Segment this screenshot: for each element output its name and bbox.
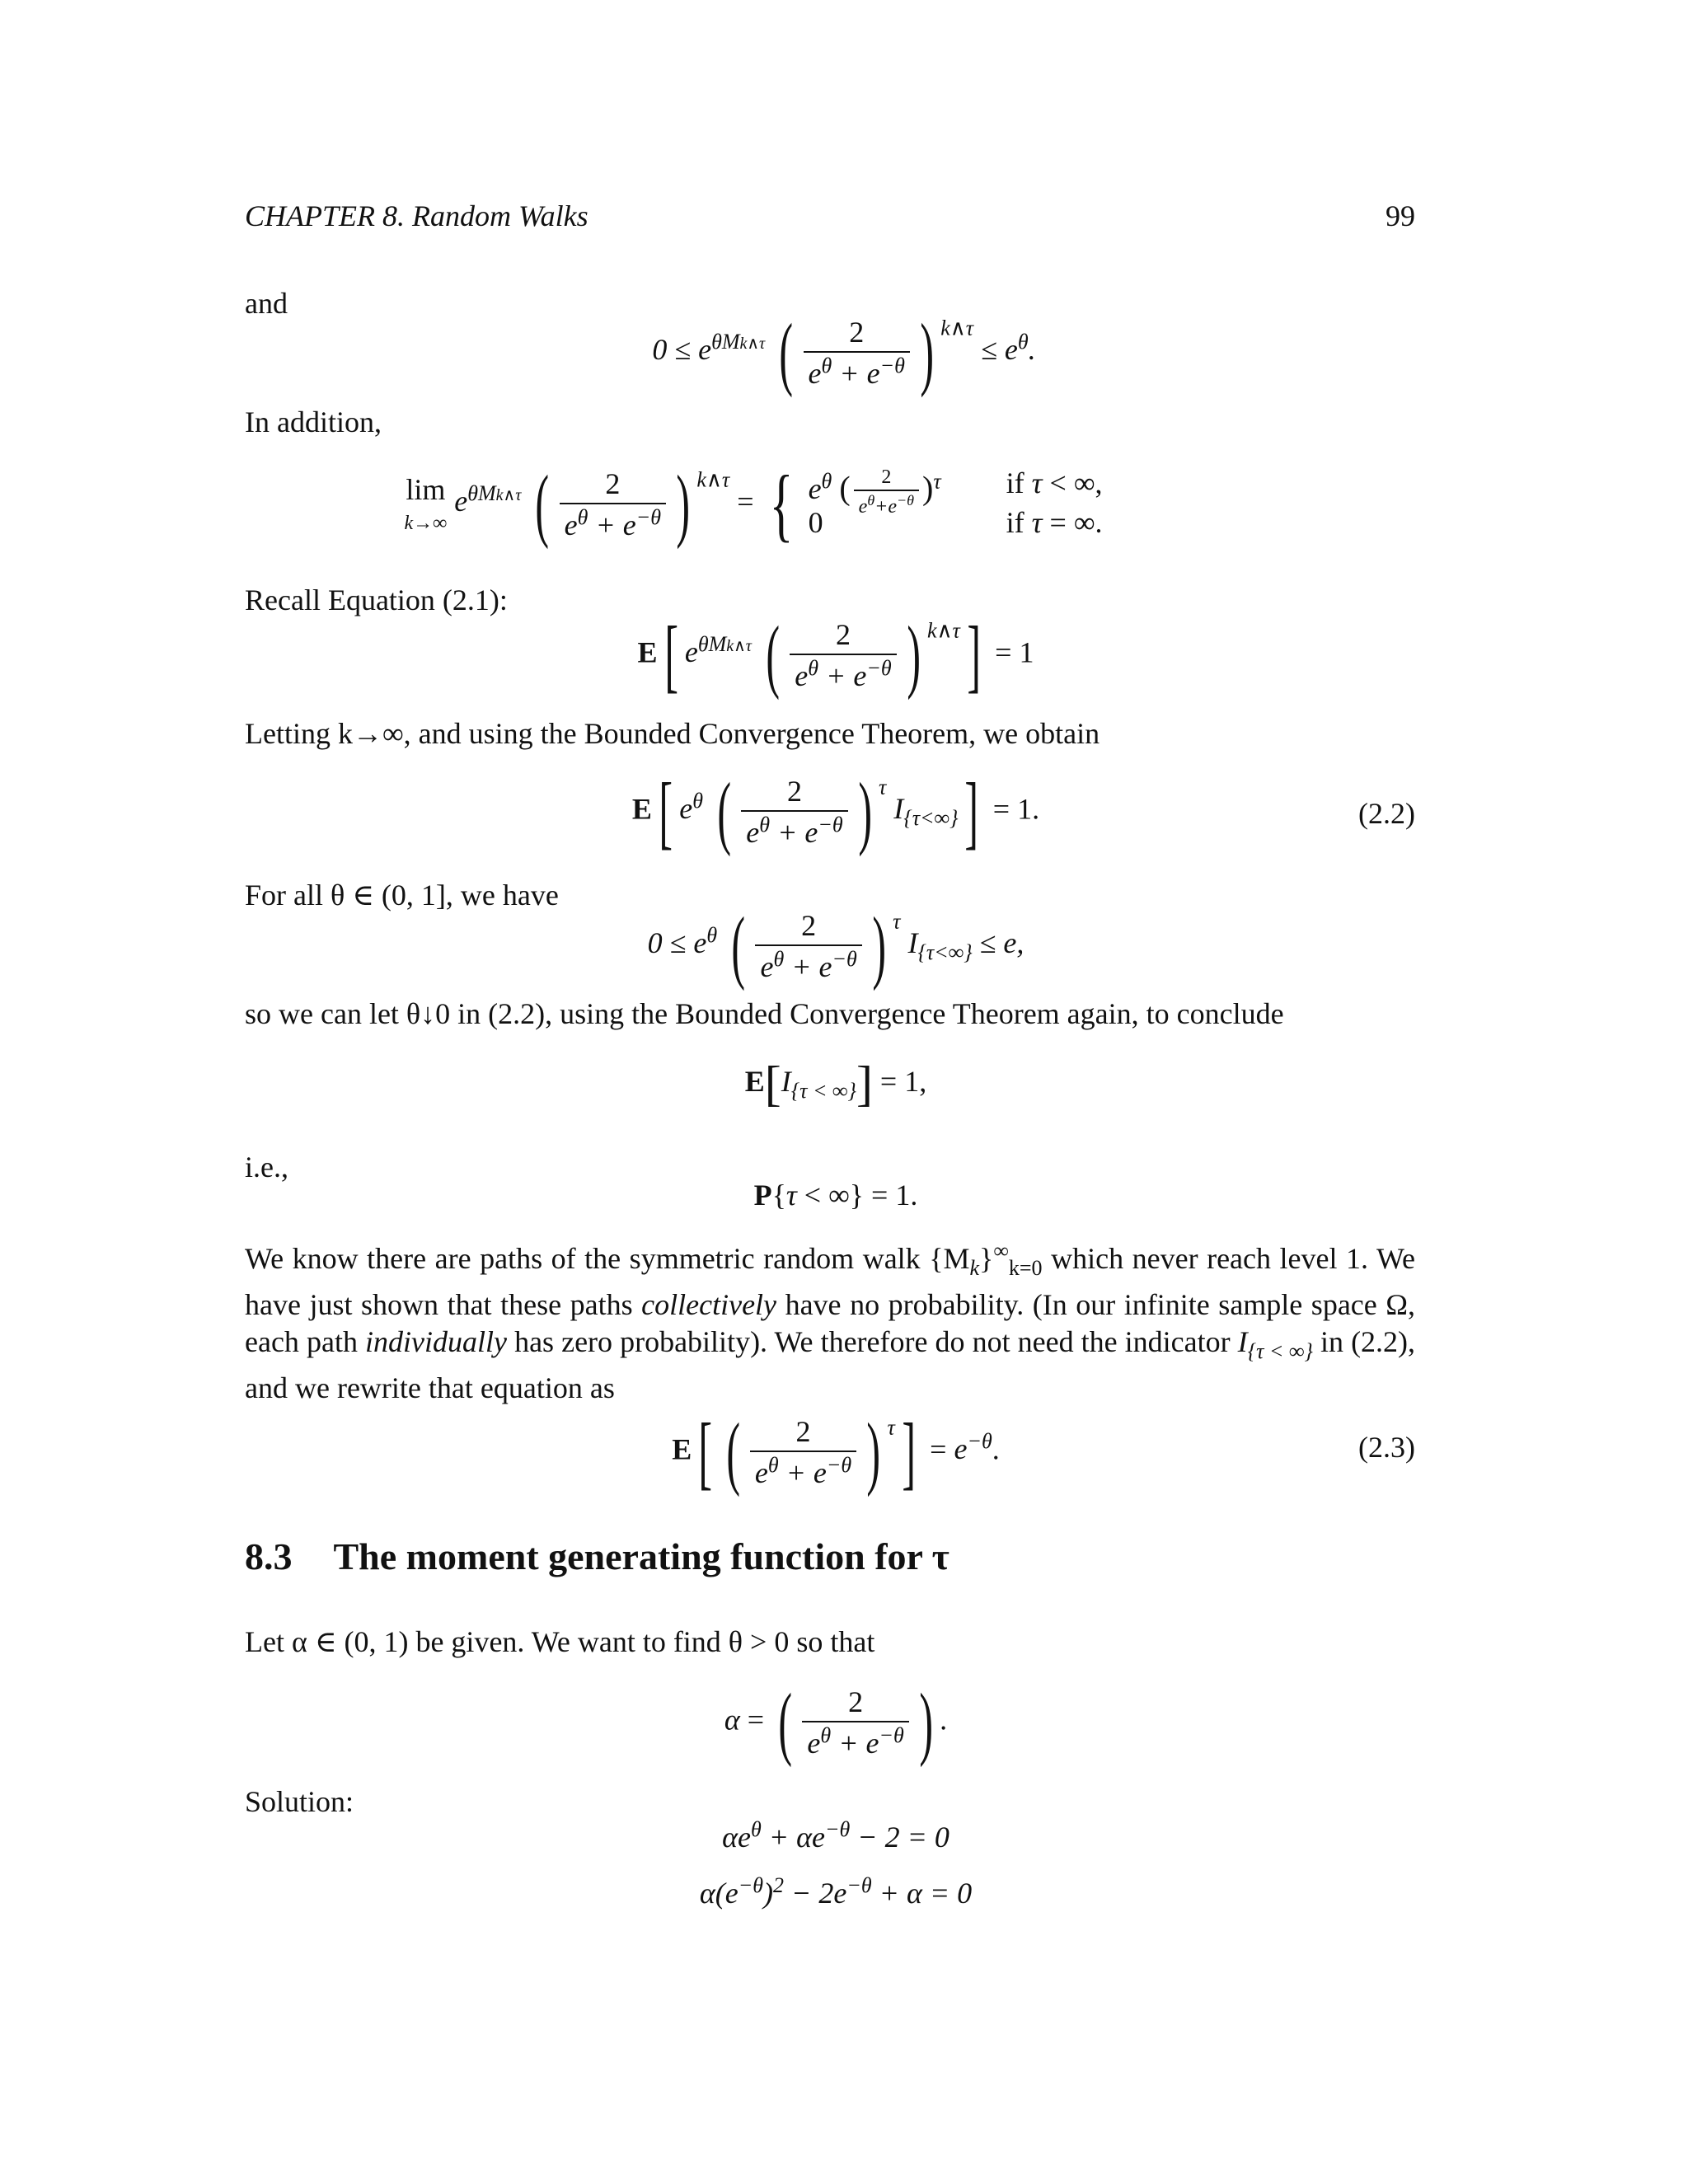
text-ie: i.e., — [245, 1151, 288, 1183]
equation-alpha: α = ( $\frac{2}{e^\theta + e^{-\theta}}$ ) . — [724, 1676, 948, 1768]
paragraph-paths: We know there are paths of the symmetric random walk $\{M_k\}^\infty_{k=0}$ which never reach level 1. We have just shown that these paths collectively have no probability. (In our infinite sample space Ω, each path individually has zero probability). We therefore do not need the indicator $I_{\{\tau < \infty\}}$ in (2.2), and we rewrite that equation as — [245, 1239, 1416, 1405]
equation-21: E[ $e^{\theta Mk\wedge\tau}$ ( $\frac{2}{e^\theta + e^{-\theta}}$ ) $^{k\wedge\tau}$] = 1 — [637, 609, 1034, 701]
equation-label-22: (2.2) — [1358, 797, 1415, 830]
chapter-title: CHAPTER 8. Random Walks — [245, 199, 588, 232]
section-heading: 8.3 The moment generating function for τ — [245, 1535, 950, 1577]
text-and: and — [245, 287, 288, 320]
equation-label-23: (2.3) — [1358, 1431, 1415, 1464]
equation-solution-1: $\alpha e^\theta + \alpha e^{-\theta} - 2 = 0$ — [722, 1817, 950, 1854]
text-for-all: For all θ ∈ (0, 1], we have — [245, 879, 559, 912]
text-in-addition: In addition, — [245, 405, 382, 438]
text-let-alpha: Let α ∈ (0, 1) be given. We want to find θ > 0 so that — [245, 1625, 875, 1658]
text-recall: Recall Equation (2.1): — [245, 583, 508, 616]
equation-expect-indicator: $E[I_{\{\tau < \infty\}}] = 1$, — [744, 1057, 927, 1111]
text-so-we: so we can let θ↓0 in (2.2), using the Bounded Convergence Theorem again, to conclude — [245, 997, 1284, 1030]
running-header — [245, 198, 1415, 235]
text-letting: Letting k→∞, and using the Bounded Convergence Theorem, we obtain — [245, 717, 1100, 750]
equation-solution-2: $\alpha(e^{-\theta})^2 - 2e^{-\theta} + \alpha = 0$ — [699, 1873, 973, 1910]
text-solution: Solution: — [245, 1785, 354, 1818]
equation-bound-e: $0 \le e^\theta$ ( $\frac{2}{e^\theta + e^{-\theta}}$ ) $^\tau$ $I_{\{\tau<\infty\}} \le e$, — [647, 900, 1025, 991]
equation-limit: lim k→∞ $e^{\theta Mk\wedge\tau}$ ( $\frac{2}{e^\theta + e^{-\theta}}$ ) $^{k\wedge\tau}$ = { $e^\theta$ ( $\frac{2}{e^\theta+e^{-\theta}}$ )$^\tau$ 0 if τ < ∞, if τ = ∞. — [404, 458, 1103, 550]
equation-23: E[ ( $\frac{2}{e^\theta + e^{-\theta}}$ ) $^\tau] = e^{-\theta}$. — [672, 1406, 1000, 1497]
equation-22: E[ $e^\theta$ ( $\frac{2}{e^\theta + e^{-\theta}}$ ) $^\tau$ $I_{\{\tau<\infty\}}] = 1$. — [631, 766, 1040, 857]
page-number: 99 — [1386, 199, 1415, 232]
equation-prob: P{τ < ∞} = 1. — [753, 1179, 918, 1212]
equation-bound: $0 \le e^{\theta Mk\wedge\tau}$ ( $\frac{2}{e^\theta + e^{-\theta}}$ ) $^{k\wedge\tau} \le e^\theta$. — [652, 307, 1036, 398]
